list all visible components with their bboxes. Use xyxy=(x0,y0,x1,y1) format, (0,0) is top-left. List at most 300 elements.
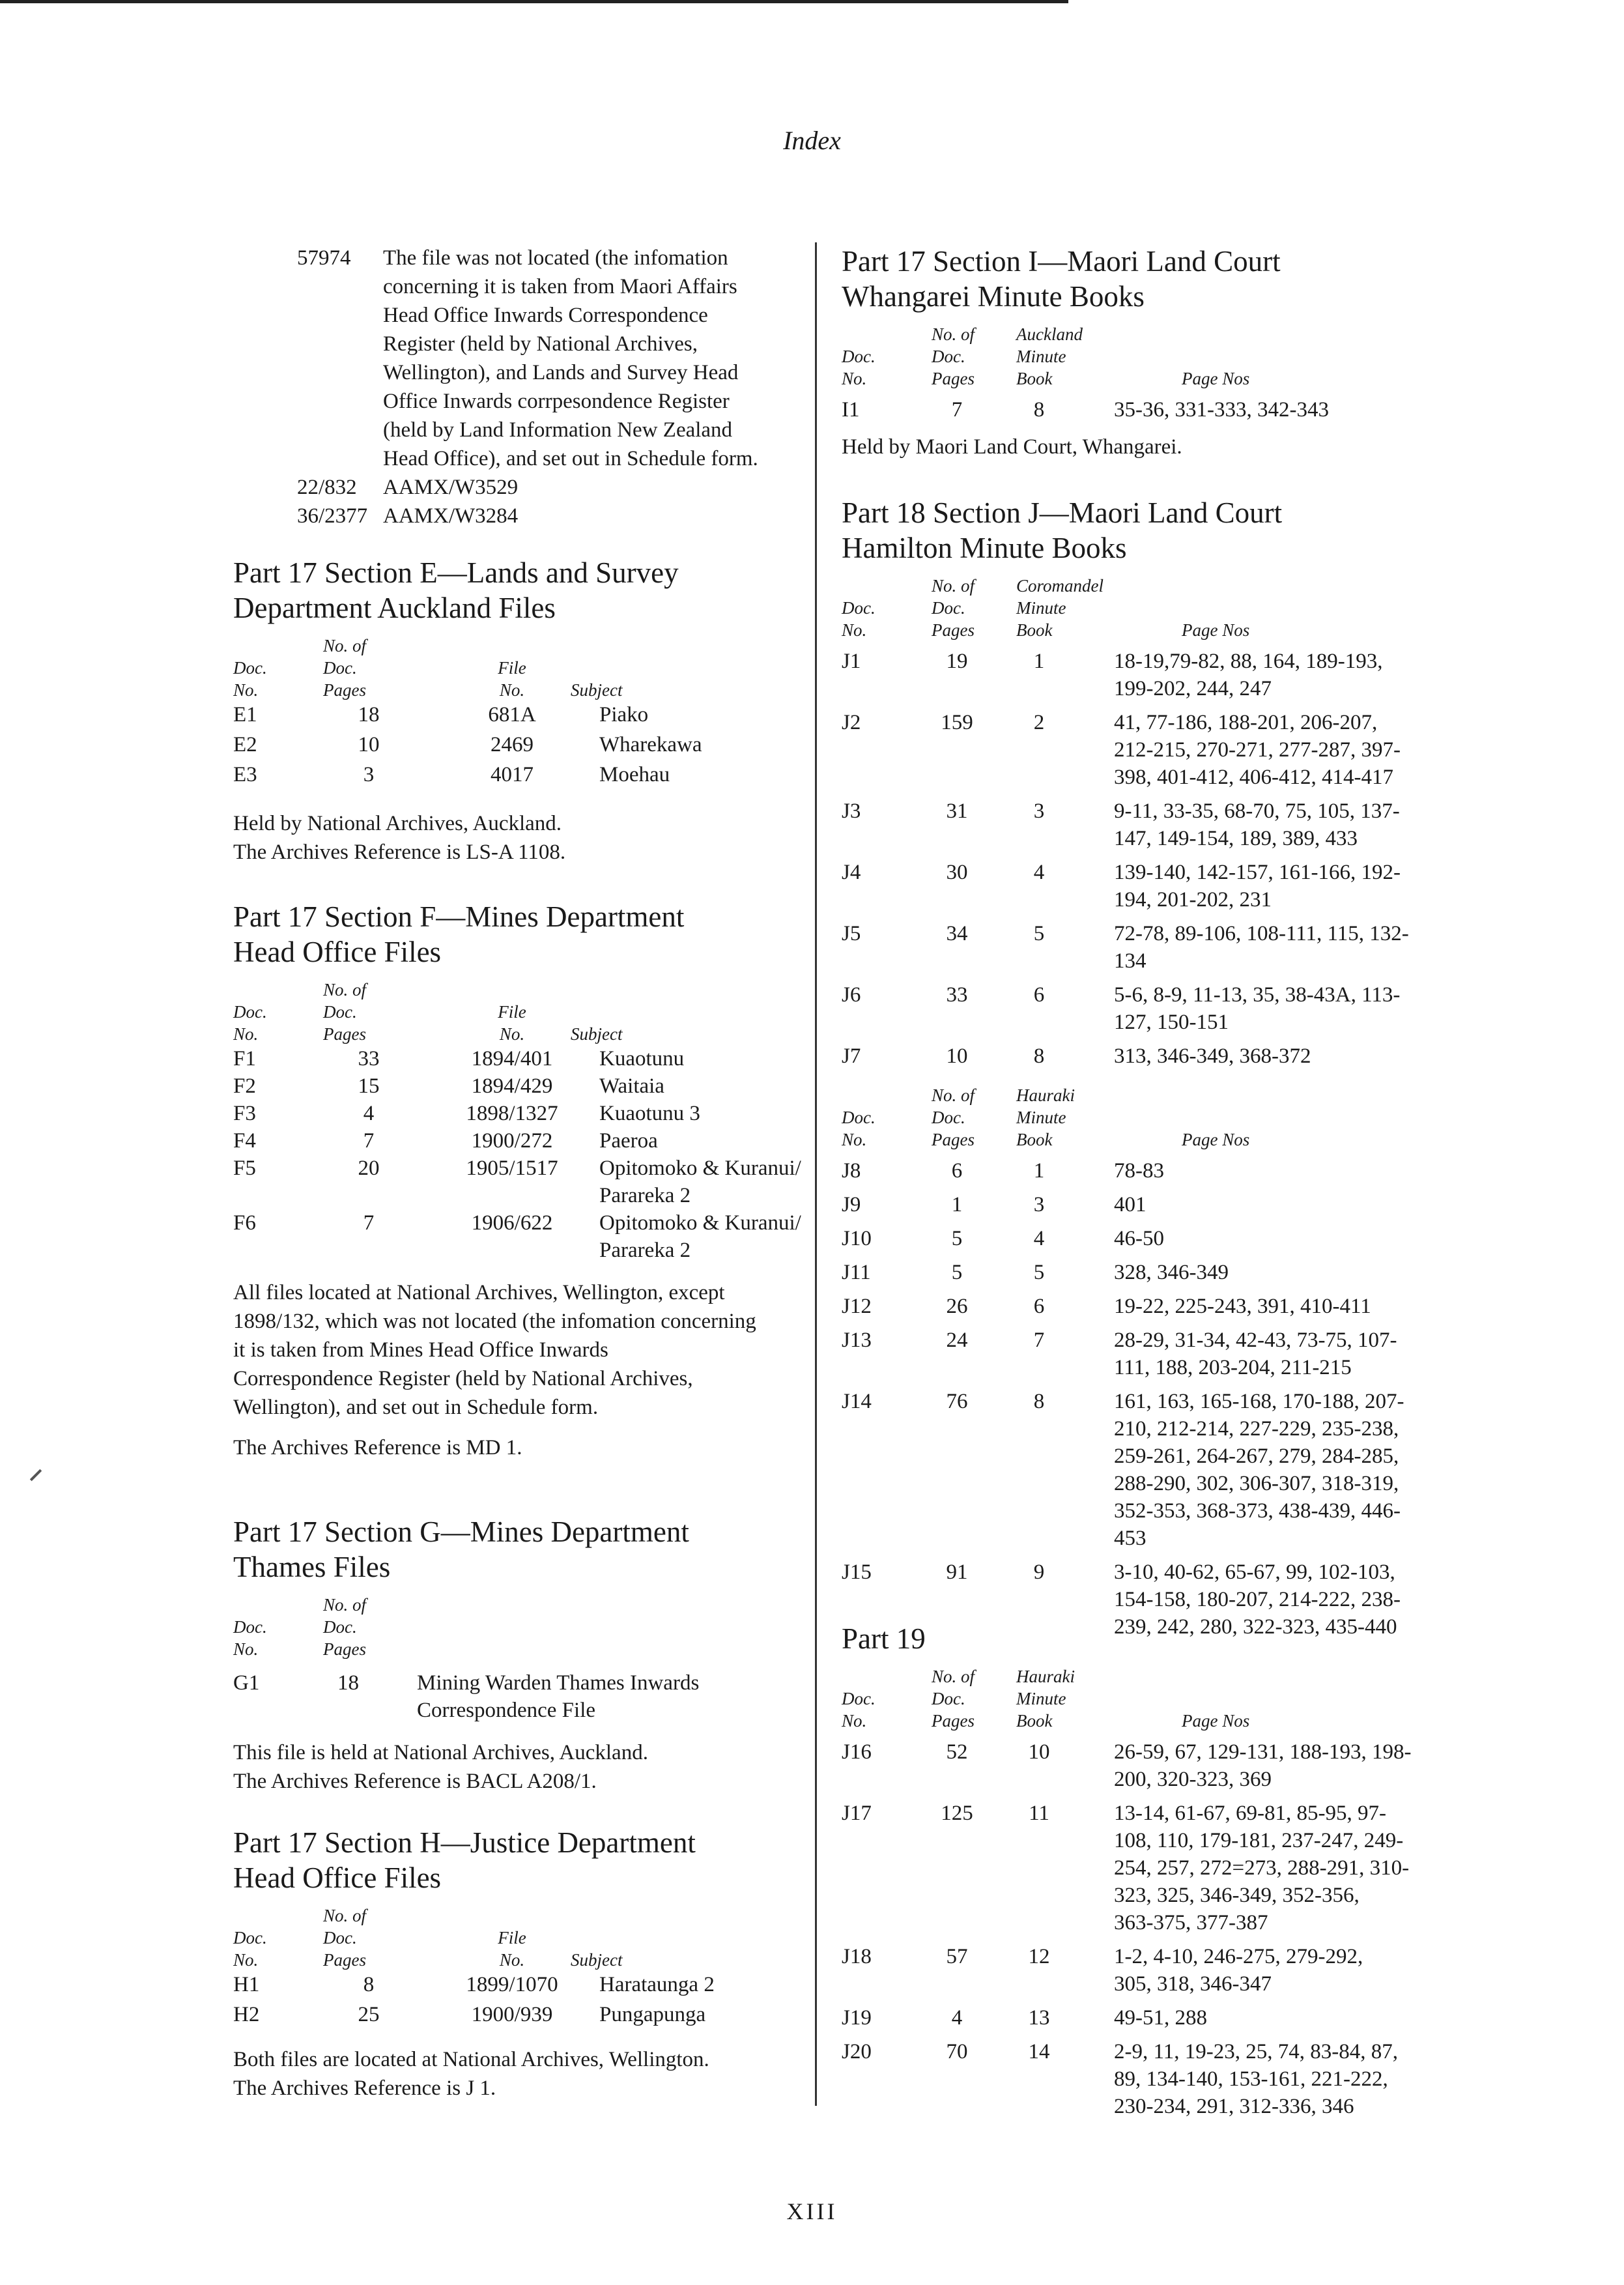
doc-pages-label-line: Doc. xyxy=(323,658,357,678)
subject-line: Opitomoko & Kuranui/ xyxy=(599,1157,801,1180)
doc-no-label xyxy=(233,1927,323,1971)
index-table xyxy=(842,1084,1404,1641)
doc-pages-label-line: Doc. xyxy=(932,598,965,618)
subject xyxy=(571,1155,801,1209)
minute-book: 3 xyxy=(1033,799,1045,823)
page-numbers-line: 19-22, 225-243, 391, 410-411 xyxy=(1114,1295,1371,1318)
doc-no-label xyxy=(842,345,932,390)
page-numbers-line: 108, 110, 179-181, 237-247, 249- xyxy=(1114,1829,1404,1852)
scan-mark xyxy=(30,1469,42,1481)
doc-no: J5 xyxy=(842,922,861,945)
page-numbers-line: 134 xyxy=(1114,949,1147,973)
page-numbers-line: 212-215, 270-271, 277-287, 397- xyxy=(1114,738,1401,762)
doc-pages-label-line: Doc. xyxy=(932,347,965,366)
doc-pages: 5 xyxy=(951,1261,963,1284)
doc-pages-label-line: No. of xyxy=(932,1085,975,1105)
table-row xyxy=(842,641,1409,702)
table-row xyxy=(842,2032,1411,2120)
page-numbers-line: 239, 242, 280, 322-323, 435-440 xyxy=(1114,1615,1397,1639)
doc-pages: 76 xyxy=(946,1390,968,1413)
col-doc-header xyxy=(842,1665,932,1732)
minute-book: 2 xyxy=(1033,711,1045,734)
col-book-header xyxy=(1016,323,1114,390)
table-header-row xyxy=(233,1594,699,1660)
page-numbers xyxy=(1114,791,1409,852)
file-no: 1900/272 xyxy=(471,1129,553,1153)
doc-number: 57974 xyxy=(297,246,351,270)
doc-no-label-line: Doc. xyxy=(842,1108,876,1127)
description-line: Wellington), and Lands and Survey Head xyxy=(383,361,739,384)
doc-pages-label-line: Pages xyxy=(323,1639,366,1659)
doc-no-label-line: No. xyxy=(233,1024,259,1044)
file-no-label-line: No. xyxy=(499,1024,525,1044)
section-note-line: The Archives Reference is LS-A 1108. xyxy=(233,841,566,864)
file-no: 1894/429 xyxy=(471,1074,553,1098)
doc-no-label-line: No. xyxy=(233,1950,259,1970)
page-numbers-line: 210, 212-214, 227-229, 235-238, xyxy=(1114,1417,1399,1441)
doc-pages-label-line: No. of xyxy=(323,980,367,999)
section-heading xyxy=(233,899,806,970)
doc-pages-label-line: Doc. xyxy=(323,1928,357,1947)
page-numbers xyxy=(1114,852,1409,913)
page-numbers xyxy=(1114,2032,1411,2120)
file-no: 1906/622 xyxy=(471,1211,553,1235)
page-numbers xyxy=(1114,1252,1404,1286)
section-h xyxy=(233,1825,806,2103)
index-table xyxy=(233,1594,699,1724)
intro-table xyxy=(297,244,758,530)
col-file-header xyxy=(453,635,571,701)
doc-no: F2 xyxy=(233,1074,256,1098)
col-book-header xyxy=(1016,1665,1114,1732)
doc-pages: 7 xyxy=(951,398,963,422)
page-numbers xyxy=(1114,1286,1404,1320)
page-numbers-line: 89, 134-140, 153-161, 221-222, xyxy=(1114,2067,1388,2091)
table-header-row xyxy=(842,1084,1404,1151)
doc-no: J13 xyxy=(842,1329,872,1352)
section-note: Held by Maori Land Court, Whangarei. xyxy=(842,435,1182,459)
doc-no: J9 xyxy=(842,1193,861,1216)
page-numbers xyxy=(1114,975,1409,1036)
subject: Harataunga 2 xyxy=(599,1973,715,1996)
page-numbers-line: 199-202, 244, 247 xyxy=(1114,677,1272,700)
table-header-row xyxy=(842,575,1409,641)
minute-book-label-line: Minute xyxy=(1016,598,1066,618)
file-no: 1900/939 xyxy=(471,2003,553,2026)
col-doc-header xyxy=(842,1084,932,1151)
table-row xyxy=(233,761,702,791)
doc-pages: 1 xyxy=(951,1193,963,1216)
doc-no-label-line: No. xyxy=(842,620,867,640)
file-no: 681A xyxy=(488,703,536,726)
section-note xyxy=(233,809,806,867)
doc-pages: 3 xyxy=(363,763,375,786)
col-pages-header xyxy=(932,323,1016,390)
page-numbers-line: 28-29, 31-34, 42-43, 73-75, 107- xyxy=(1114,1329,1397,1352)
page-numbers xyxy=(1114,913,1409,975)
table-row xyxy=(842,852,1409,913)
doc-pages: 4 xyxy=(951,2006,963,2030)
subject-line: Kuaotunu 3 xyxy=(599,1102,700,1125)
doc-description xyxy=(383,473,758,502)
minute-book-label xyxy=(1016,575,1114,641)
file-no: 1899/1070 xyxy=(466,1973,558,1996)
doc-pages-label-line: Pages xyxy=(323,680,366,700)
doc-pages-label-line: Pages xyxy=(932,369,975,388)
doc-pages-label-line: Doc. xyxy=(932,1689,965,1708)
page-numbers-line: 46-50 xyxy=(1114,1227,1164,1250)
table-row xyxy=(842,702,1409,791)
col-pages-header xyxy=(932,1665,1016,1732)
page-numbers-line: 13-14, 61-67, 69-81, 85-95, 97- xyxy=(1114,1802,1386,1825)
table-row xyxy=(233,731,702,761)
part-19 xyxy=(842,1621,1428,2120)
section-note xyxy=(233,1738,806,1796)
doc-no: J6 xyxy=(842,983,861,1007)
section-note-line: 1898/132, which was not located (the infomation concerning xyxy=(233,1310,756,1333)
section-g xyxy=(233,1514,806,1796)
doc-no-label xyxy=(842,597,932,641)
doc-pages: 20 xyxy=(358,1157,380,1180)
col-pagenos-header: Page Nos xyxy=(1182,1130,1250,1149)
table-row xyxy=(233,701,702,731)
doc-pages-label xyxy=(932,1084,1016,1151)
subject-line: Kuaotunu xyxy=(599,1047,685,1071)
minute-book: 4 xyxy=(1033,1227,1045,1250)
file-no-label xyxy=(453,1001,571,1045)
table-row xyxy=(233,1155,801,1209)
doc-pages: 7 xyxy=(363,1129,375,1153)
doc-no: E1 xyxy=(233,703,257,726)
col-pages-header xyxy=(323,979,453,1045)
section-heading-line: Part 17 Section I—Maori Land Court xyxy=(842,245,1281,278)
page-folio: XIII xyxy=(786,2198,838,2224)
doc-pages-label-line: Doc. xyxy=(323,1002,357,1022)
description-line: AAMX/W3529 xyxy=(383,476,519,499)
table-row xyxy=(842,1252,1404,1286)
page-numbers-line: 401 xyxy=(1114,1193,1147,1216)
doc-no-label-line: No. xyxy=(233,680,259,700)
doc-pages: 10 xyxy=(358,733,380,756)
subject-line: Paeroa xyxy=(599,1129,658,1153)
doc-pages: 7 xyxy=(363,1211,375,1235)
archives-reference: The Archives Reference is MD 1. xyxy=(233,1436,522,1459)
section-heading xyxy=(233,1825,806,1895)
minute-book: 13 xyxy=(1028,2006,1050,2030)
page-numbers xyxy=(1114,641,1409,702)
doc-pages-label-line: Pages xyxy=(323,1950,366,1970)
section-note-line: Correspondence Register (held by National Archives, xyxy=(233,1367,693,1390)
table-row xyxy=(842,975,1409,1036)
minute-book-label-line: Minute xyxy=(1016,1689,1066,1708)
page-numbers-line: 35-36, 331-333, 342-343 xyxy=(1114,398,1329,422)
minute-book: 8 xyxy=(1033,398,1045,422)
section-heading xyxy=(842,244,1428,314)
doc-pages: 18 xyxy=(358,703,380,726)
col-pagenos-header: Page Nos xyxy=(1182,1711,1250,1731)
doc-pages: 31 xyxy=(946,799,968,823)
description-line: Head Office), and set out in Schedule form. xyxy=(383,447,758,470)
table-row xyxy=(233,1971,715,2001)
table-row xyxy=(842,791,1409,852)
page-numbers-line: 363-375, 377-387 xyxy=(1114,1911,1268,1934)
doc-no-label-line: No. xyxy=(233,1639,259,1659)
section-note-line: Wellington), and set out in Schedule form. xyxy=(233,1396,599,1419)
table-row xyxy=(842,1381,1404,1552)
doc-pages-label-line: No. of xyxy=(932,324,975,344)
section-note xyxy=(233,2045,806,2103)
doc-no: J4 xyxy=(842,861,861,884)
doc-no-label xyxy=(233,657,323,701)
page-numbers-line: 154-158, 180-207, 214-222, 238- xyxy=(1114,1588,1401,1611)
index-table xyxy=(842,575,1409,1070)
col-blank-header xyxy=(417,1594,699,1660)
doc-no: G1 xyxy=(233,1671,260,1695)
section-note-line: The Archives Reference is BACL A208/1. xyxy=(233,1770,597,1793)
doc-pages: 18 xyxy=(337,1671,359,1695)
doc-no: J12 xyxy=(842,1295,872,1318)
scan-top-border xyxy=(0,0,1068,3)
section-heading-line: Part 17 Section F—Mines Department xyxy=(233,900,685,933)
doc-pages: 25 xyxy=(358,2003,380,2026)
doc-no: J16 xyxy=(842,1740,872,1764)
index-table xyxy=(233,1904,715,2031)
page-numbers-line: 9-11, 33-35, 68-70, 75, 105, 137- xyxy=(1114,799,1400,823)
table-row xyxy=(233,1660,699,1724)
minute-book: 5 xyxy=(1033,922,1045,945)
doc-no: I1 xyxy=(842,398,860,422)
doc-number: 36/2377 xyxy=(297,504,368,528)
file-no-label-line: File xyxy=(498,1928,526,1947)
page-numbers xyxy=(1114,1936,1411,1998)
minute-book: 1 xyxy=(1033,1159,1045,1183)
doc-no-label xyxy=(233,1001,323,1045)
page-numbers-line: 352-353, 368-373, 438-439, 446- xyxy=(1114,1499,1401,1523)
section-heading-line: Thames Files xyxy=(233,1551,391,1583)
doc-no-label-line: No. xyxy=(842,1130,867,1149)
index-table xyxy=(233,979,801,1264)
minute-book-label-line: Hauraki xyxy=(1016,1667,1075,1686)
minute-book: 6 xyxy=(1033,1295,1045,1318)
page-numbers-line: 230-234, 291, 312-336, 346 xyxy=(1114,2095,1354,2118)
minute-book: 1 xyxy=(1033,650,1045,673)
subject xyxy=(571,1127,801,1155)
doc-no: J10 xyxy=(842,1227,872,1250)
col-pages-header xyxy=(932,1084,1016,1151)
doc-number: 22/832 xyxy=(297,476,357,499)
doc-no: J14 xyxy=(842,1390,872,1413)
page-numbers-line: 3-10, 40-62, 65-67, 99, 102-103, xyxy=(1114,1560,1395,1584)
file-no: 2469 xyxy=(491,733,534,756)
doc-no-label-line: Doc. xyxy=(233,1928,267,1947)
doc-pages-label xyxy=(323,979,453,1045)
page-numbers-line: 254, 257, 272=273, 288-291, 310- xyxy=(1114,1856,1410,1880)
page-numbers xyxy=(1114,1793,1411,1936)
doc-pages: 8 xyxy=(363,1973,375,1996)
section-heading xyxy=(233,555,806,625)
minute-book-label-line: Coromandel xyxy=(1016,576,1104,596)
minute-book-label-line: Book xyxy=(1016,620,1053,640)
minute-book: 12 xyxy=(1028,1945,1050,1968)
subject-line: Opitomoko & Kuranui/ xyxy=(599,1211,801,1235)
doc-pages: 4 xyxy=(363,1102,375,1125)
doc-pages: 70 xyxy=(946,2040,968,2063)
index-table xyxy=(842,323,1329,424)
col-doc-header xyxy=(233,979,323,1045)
table-row xyxy=(842,913,1409,975)
file-no-label-line: File xyxy=(498,1002,526,1022)
table-header-row xyxy=(842,323,1329,390)
doc-pages-label-line: No. of xyxy=(932,1667,975,1686)
col-pagenos-header: Page Nos xyxy=(1182,620,1250,640)
minute-book: 8 xyxy=(1033,1044,1045,1068)
running-header: Index xyxy=(783,126,841,155)
page-numbers xyxy=(1114,1732,1411,1793)
minute-book: 6 xyxy=(1033,983,1045,1007)
section-heading-line: Department Auckland Files xyxy=(233,592,556,624)
minute-book: 3 xyxy=(1033,1193,1045,1216)
column-divider xyxy=(815,242,817,2106)
doc-no: J7 xyxy=(842,1044,861,1068)
page-numbers-line: 161, 163, 165-168, 170-188, 207- xyxy=(1114,1390,1404,1413)
page-numbers-line: 72-78, 89-106, 108-111, 115, 132- xyxy=(1114,922,1409,945)
page-numbers xyxy=(1114,1036,1409,1070)
page-numbers-line: 323, 325, 346-349, 352-356, xyxy=(1114,1884,1360,1907)
page-numbers xyxy=(1114,1185,1404,1218)
page-numbers xyxy=(1114,1381,1404,1552)
doc-pages: 159 xyxy=(941,711,973,734)
subject xyxy=(571,1209,801,1264)
doc-pages-label-line: No. of xyxy=(323,636,367,655)
page-numbers-line: 78-83 xyxy=(1114,1159,1164,1183)
table-row xyxy=(842,1732,1411,1793)
doc-no: J8 xyxy=(842,1159,861,1183)
page-numbers-line: 49-51, 288 xyxy=(1114,2006,1207,2030)
col-file-header xyxy=(453,979,571,1045)
section-heading-line: Hamilton Minute Books xyxy=(842,532,1127,564)
doc-no: F5 xyxy=(233,1157,256,1180)
section-e xyxy=(233,555,806,867)
table-row xyxy=(233,1127,801,1155)
doc-pages: 30 xyxy=(946,861,968,884)
doc-no: J2 xyxy=(842,711,861,734)
col-pagenos-header: Page Nos xyxy=(1182,369,1250,388)
subject: Piako xyxy=(599,703,649,726)
page-numbers-line: 313, 346-349, 368-372 xyxy=(1114,1044,1311,1068)
table-row xyxy=(233,1100,801,1127)
file-no: 1905/1517 xyxy=(466,1157,558,1180)
page-numbers xyxy=(1114,1998,1411,2032)
section-note-line: All files located at National Archives, Wellington, except xyxy=(233,1281,725,1304)
table-header-row xyxy=(842,1665,1411,1732)
minute-book-label xyxy=(1016,1665,1114,1732)
page-numbers-line: 41, 77-186, 188-201, 206-207, xyxy=(1114,711,1378,734)
subject-line: Waitaia xyxy=(599,1074,664,1098)
doc-no: F1 xyxy=(233,1047,256,1071)
table-row xyxy=(842,1185,1404,1218)
description-line: AAMX/W3284 xyxy=(383,504,519,528)
page-numbers-line: 26-59, 67, 129-131, 188-193, 198- xyxy=(1114,1740,1412,1764)
page-numbers xyxy=(1114,1320,1404,1381)
section-heading: Part 19 xyxy=(842,1622,926,1655)
index-table xyxy=(842,1665,1411,2120)
subject: Moehau xyxy=(599,763,670,786)
page-numbers-line: 305, 318, 346-347 xyxy=(1114,1972,1272,1996)
file-no-label xyxy=(453,657,571,701)
section-heading xyxy=(842,495,1428,566)
page-numbers xyxy=(1114,390,1329,424)
intro-list xyxy=(297,244,805,530)
subject-line: Mining Warden Thames Inwards xyxy=(417,1671,700,1695)
doc-description xyxy=(383,502,758,530)
doc-no-label-line: Doc. xyxy=(233,1002,267,1022)
intro-row xyxy=(297,502,758,530)
doc-no-label-line: Doc. xyxy=(842,598,876,618)
doc-no: J19 xyxy=(842,2006,872,2030)
file-no: 1894/401 xyxy=(471,1047,553,1071)
page-numbers xyxy=(1114,1151,1404,1185)
page-numbers-line: 259-261, 264-267, 279, 284-285, xyxy=(1114,1444,1399,1468)
minute-book-label-line: Book xyxy=(1016,1130,1053,1149)
file-no: 4017 xyxy=(491,763,534,786)
doc-no-label xyxy=(842,1688,932,1732)
doc-pages-label-line: Doc. xyxy=(323,1617,357,1637)
doc-pages: 24 xyxy=(946,1329,968,1352)
col-book-header xyxy=(1016,575,1114,641)
table-header-row xyxy=(233,979,801,1045)
doc-pages: 33 xyxy=(946,983,968,1007)
minute-book: 9 xyxy=(1033,1560,1045,1584)
page-numbers xyxy=(1114,1218,1404,1252)
doc-no: J1 xyxy=(842,650,861,673)
minute-book: 8 xyxy=(1033,1390,1045,1413)
doc-no-label xyxy=(233,1616,323,1660)
minute-book-label xyxy=(1016,1084,1114,1151)
doc-no-label-line: No. xyxy=(842,1711,867,1731)
minute-book-label-line: Minute xyxy=(1016,347,1066,366)
page-numbers-line: 147, 149-154, 189, 389, 433 xyxy=(1114,827,1358,850)
subject-line: Correspondence File xyxy=(417,1699,596,1722)
doc-pages-label xyxy=(932,323,1016,390)
table-row xyxy=(842,1218,1404,1252)
description-line: concerning it is taken from Maori Affairs xyxy=(383,275,737,298)
doc-no-label-line: Doc. xyxy=(233,1617,267,1637)
section-note-line: it is taken from Mines Head Office Inwards xyxy=(233,1338,608,1362)
section-note-line: This file is held at National Archives, Auckland. xyxy=(233,1741,648,1764)
subject-line: Parareka 2 xyxy=(599,1239,691,1262)
index-table xyxy=(233,635,702,791)
doc-no: H2 xyxy=(233,2003,260,2026)
intro-row xyxy=(297,244,758,473)
doc-pages-label-line: Pages xyxy=(932,1130,975,1149)
doc-pages-label-line: Pages xyxy=(932,620,975,640)
doc-no: J15 xyxy=(842,1560,872,1584)
doc-pages: 19 xyxy=(946,650,968,673)
description-line: Register (held by National Archives, xyxy=(383,332,698,356)
doc-pages: 15 xyxy=(358,1074,380,1098)
description-line: Head Office Inwards Correspondence xyxy=(383,304,708,327)
description-line: (held by Land Information New Zealand xyxy=(383,418,733,442)
section-note-line: Held by National Archives, Auckland. xyxy=(233,812,562,835)
table-header-row xyxy=(233,1904,715,1971)
section-heading-line: Part 17 Section H—Justice Department xyxy=(233,1826,696,1859)
col-pages-header xyxy=(323,1904,453,1971)
table-row xyxy=(233,2001,715,2031)
doc-no: J20 xyxy=(842,2040,872,2063)
col-doc-header xyxy=(233,1904,323,1971)
page-numbers-line: 398, 401-412, 406-412, 414-417 xyxy=(1114,766,1393,789)
file-no-label-line: No. xyxy=(499,680,525,700)
